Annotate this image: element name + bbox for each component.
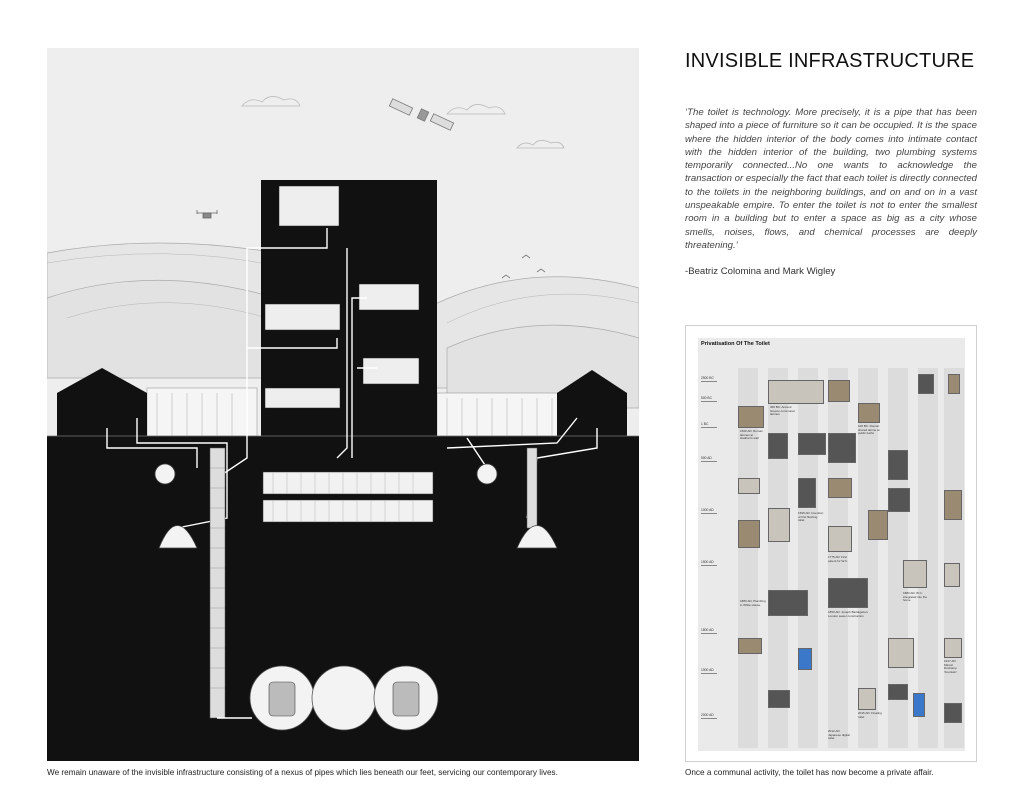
history-image	[828, 433, 856, 463]
timeline-note: 1500 AD: Roman latrines at Hadrian's wall	[740, 429, 763, 441]
history-image	[858, 688, 876, 710]
poster-caption: Once a communal activity, the toilet has now become a private affair.	[685, 768, 934, 777]
timeline-column	[918, 368, 938, 748]
timeline-note: 1917 AD: Marcel Duchamp 'Fountain'	[944, 659, 957, 674]
timeline-note: 1775 AD: First patent for W.C.	[828, 555, 849, 563]
timeline-note: 1883 AD: W.C. integrated into the home	[903, 591, 928, 603]
history-image	[798, 478, 816, 508]
history-image	[738, 638, 762, 654]
quote-text: ‘The toilet is technology. More precisely, it is a pipe that has been shaped into a piece of furniture so it can be occupied. It is the space where the hidden interior of the body comes into intimate contact with the hidden interior of the building, two plumbing systems temporarily connected...No one wants to acknowledge the transaction or especially the fact that each toilet is directly connected to the toilets in the neighboring buildings, and on and on in a vast unspeakable empire. To enter the toilet is not to enter the smallest room in a building but to enter a space as big as a city whose smells, noises, flows, and chemical processes are deeply threatening.’	[685, 107, 977, 251]
history-image	[918, 374, 934, 394]
history-image	[903, 560, 927, 588]
history-image	[798, 648, 812, 670]
history-image	[768, 590, 808, 616]
history-image	[738, 406, 764, 428]
history-image	[948, 374, 960, 394]
history-image	[888, 488, 910, 512]
history-image	[944, 703, 962, 723]
year-label: 500 BC	[701, 396, 712, 400]
history-image	[868, 510, 888, 540]
drawing-caption: We remain unaware of the invisible infrastructure consisting of a nexus of pipes which lies beneath our feet, servicing our contemporary lives.	[47, 768, 558, 777]
timeline-note: 2015 AD: Floating toilet	[858, 711, 882, 719]
history-image	[858, 403, 880, 423]
timeline-poster	[685, 325, 977, 762]
history-image	[828, 478, 852, 498]
timeline-note: 1880 AD: Plumbing in White House	[740, 599, 766, 607]
year-label: 1500 AD	[701, 560, 714, 564]
history-image	[768, 380, 824, 404]
year-label: 500 AD	[701, 456, 712, 460]
timeline-note: 2012 AD: Japanese digital toilet	[828, 729, 850, 741]
year-label: 1000 AD	[701, 508, 714, 512]
year-label: 2000 AD	[701, 713, 714, 717]
history-image	[768, 508, 790, 542]
poster-title: Privatisation Of The Toilet	[701, 341, 770, 347]
history-image	[798, 433, 826, 455]
history-image	[944, 638, 962, 658]
history-image	[768, 433, 788, 459]
history-image	[944, 490, 962, 520]
page-title: INVISIBLE INFRASTRUCTURE	[685, 50, 975, 72]
history-image	[738, 520, 760, 548]
history-image	[828, 526, 852, 552]
history-image	[828, 578, 868, 608]
infrastructure-section-drawing	[47, 48, 639, 761]
history-image	[828, 380, 850, 402]
history-image	[738, 478, 760, 494]
timeline-note: 1850 AD: Joseph Bazalgette's London sewer construction	[828, 610, 868, 618]
history-image	[888, 450, 908, 480]
year-label: 1900 AD	[701, 668, 714, 672]
year-label: 1 BC	[701, 422, 709, 426]
timeline-note: 1596 AD: Invention of first flushing toilet	[798, 511, 824, 523]
history-image	[768, 690, 790, 708]
year-label: 1800 AD	[701, 628, 714, 632]
timeline-poster-panel	[698, 338, 965, 751]
history-image	[944, 563, 960, 587]
quote-author: -Beatriz Colomina and Mark Wigley	[685, 266, 836, 277]
history-image	[888, 684, 908, 700]
section-illustration	[47, 48, 639, 761]
timeline-note: 100 BC: Roman shared latrine at public baths	[858, 424, 880, 436]
year-label: 2500 BC	[701, 376, 714, 380]
history-image	[888, 638, 914, 668]
timeline-note: 300 BC: Ancient Greece communal latrines	[770, 405, 795, 417]
timeline-column	[798, 368, 818, 748]
timeline-column	[944, 368, 964, 748]
history-image	[913, 693, 925, 717]
